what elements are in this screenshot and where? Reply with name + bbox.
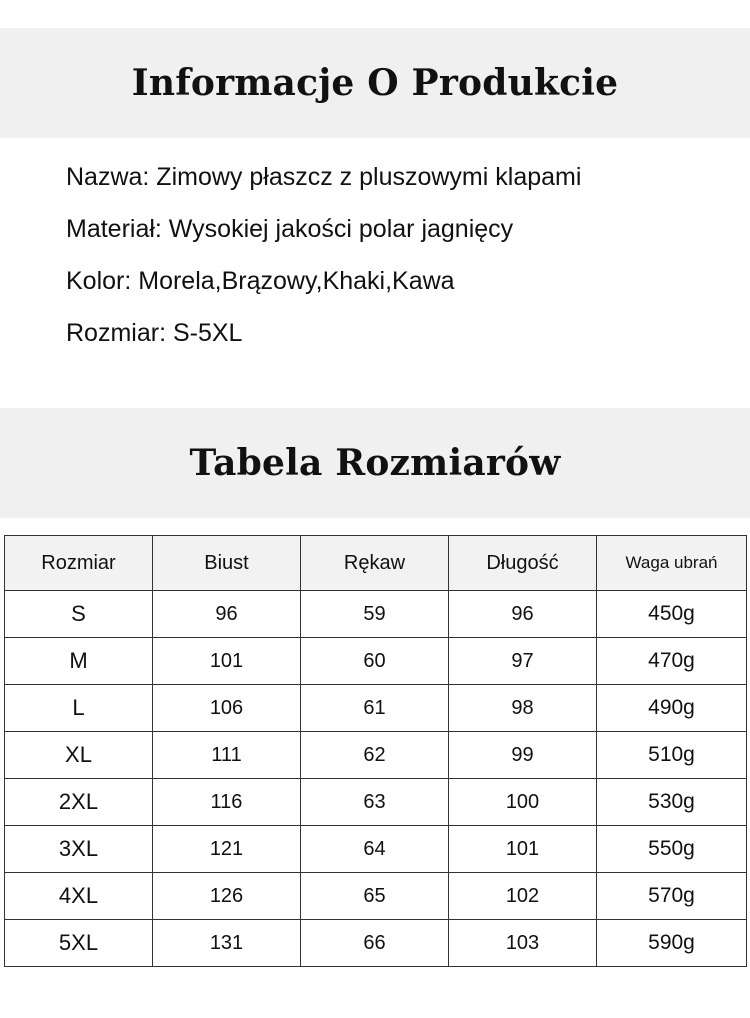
table-row: [5, 638, 747, 685]
length-cell: 100: [449, 779, 597, 826]
size-cell: 3XL: [5, 826, 153, 873]
length-cell: 103: [449, 920, 597, 967]
bust-cell: 101: [153, 638, 301, 685]
sleeve-cell: 61: [301, 685, 449, 732]
length-cell: 98: [449, 685, 597, 732]
size-table-title: Tabela Rozmiarów: [189, 442, 561, 484]
sleeve-cell: 62: [301, 732, 449, 779]
bust-cell: 126: [153, 873, 301, 920]
table-row: [5, 779, 747, 826]
product-info-list: [66, 164, 581, 372]
size-cell: 4XL: [5, 873, 153, 920]
column-header-length: Długość: [449, 536, 597, 591]
weight-cell: 470g: [597, 638, 747, 685]
column-header-bust: Biust: [153, 536, 301, 591]
weight-cell: 530g: [597, 779, 747, 826]
table-row: [5, 920, 747, 967]
table-row: [5, 685, 747, 732]
size-cell: S: [5, 591, 153, 638]
info-line-color: Kolor: Morela,Brązowy,Khaki,Kawa: [66, 267, 455, 295]
product-info-header: [0, 28, 750, 138]
sleeve-cell: 63: [301, 779, 449, 826]
bust-cell: 106: [153, 685, 301, 732]
size-table-header: [0, 408, 750, 518]
column-header-weight: Waga ubrań: [597, 536, 747, 591]
weight-cell: 490g: [597, 685, 747, 732]
weight-cell: 550g: [597, 826, 747, 873]
bust-cell: 116: [153, 779, 301, 826]
weight-cell: 450g: [597, 591, 747, 638]
sleeve-cell: 60: [301, 638, 449, 685]
length-cell: 96: [449, 591, 597, 638]
product-info-title: Informacje O Produkcie: [131, 62, 619, 104]
table-row: [5, 826, 747, 873]
table-header-row: [5, 536, 747, 591]
size-table: [4, 535, 747, 967]
size-cell: L: [5, 685, 153, 732]
sleeve-cell: 59: [301, 591, 449, 638]
table-row: [5, 873, 747, 920]
size-cell: XL: [5, 732, 153, 779]
info-line-material: Materiał: Wysokiej jakości polar jagnięcy: [66, 215, 514, 243]
weight-cell: 590g: [597, 920, 747, 967]
length-cell: 97: [449, 638, 597, 685]
weight-cell: 510g: [597, 732, 747, 779]
bust-cell: 111: [153, 732, 301, 779]
sleeve-cell: 65: [301, 873, 449, 920]
length-cell: 101: [449, 826, 597, 873]
length-cell: 102: [449, 873, 597, 920]
column-header-size: Rozmiar: [5, 536, 153, 591]
bust-cell: 121: [153, 826, 301, 873]
info-line-size: Rozmiar: S-5XL: [66, 319, 243, 347]
sleeve-cell: 66: [301, 920, 449, 967]
table-row: [5, 591, 747, 638]
bust-cell: 96: [153, 591, 301, 638]
info-line-name: Nazwa: Zimowy płaszcz z pluszowymi klapami: [66, 163, 582, 191]
length-cell: 99: [449, 732, 597, 779]
weight-cell: 570g: [597, 873, 747, 920]
size-cell: M: [5, 638, 153, 685]
sleeve-cell: 64: [301, 826, 449, 873]
column-header-sleeve: Rękaw: [301, 536, 449, 591]
size-cell: 5XL: [5, 920, 153, 967]
bust-cell: 131: [153, 920, 301, 967]
size-cell: 2XL: [5, 779, 153, 826]
table-row: [5, 732, 747, 779]
